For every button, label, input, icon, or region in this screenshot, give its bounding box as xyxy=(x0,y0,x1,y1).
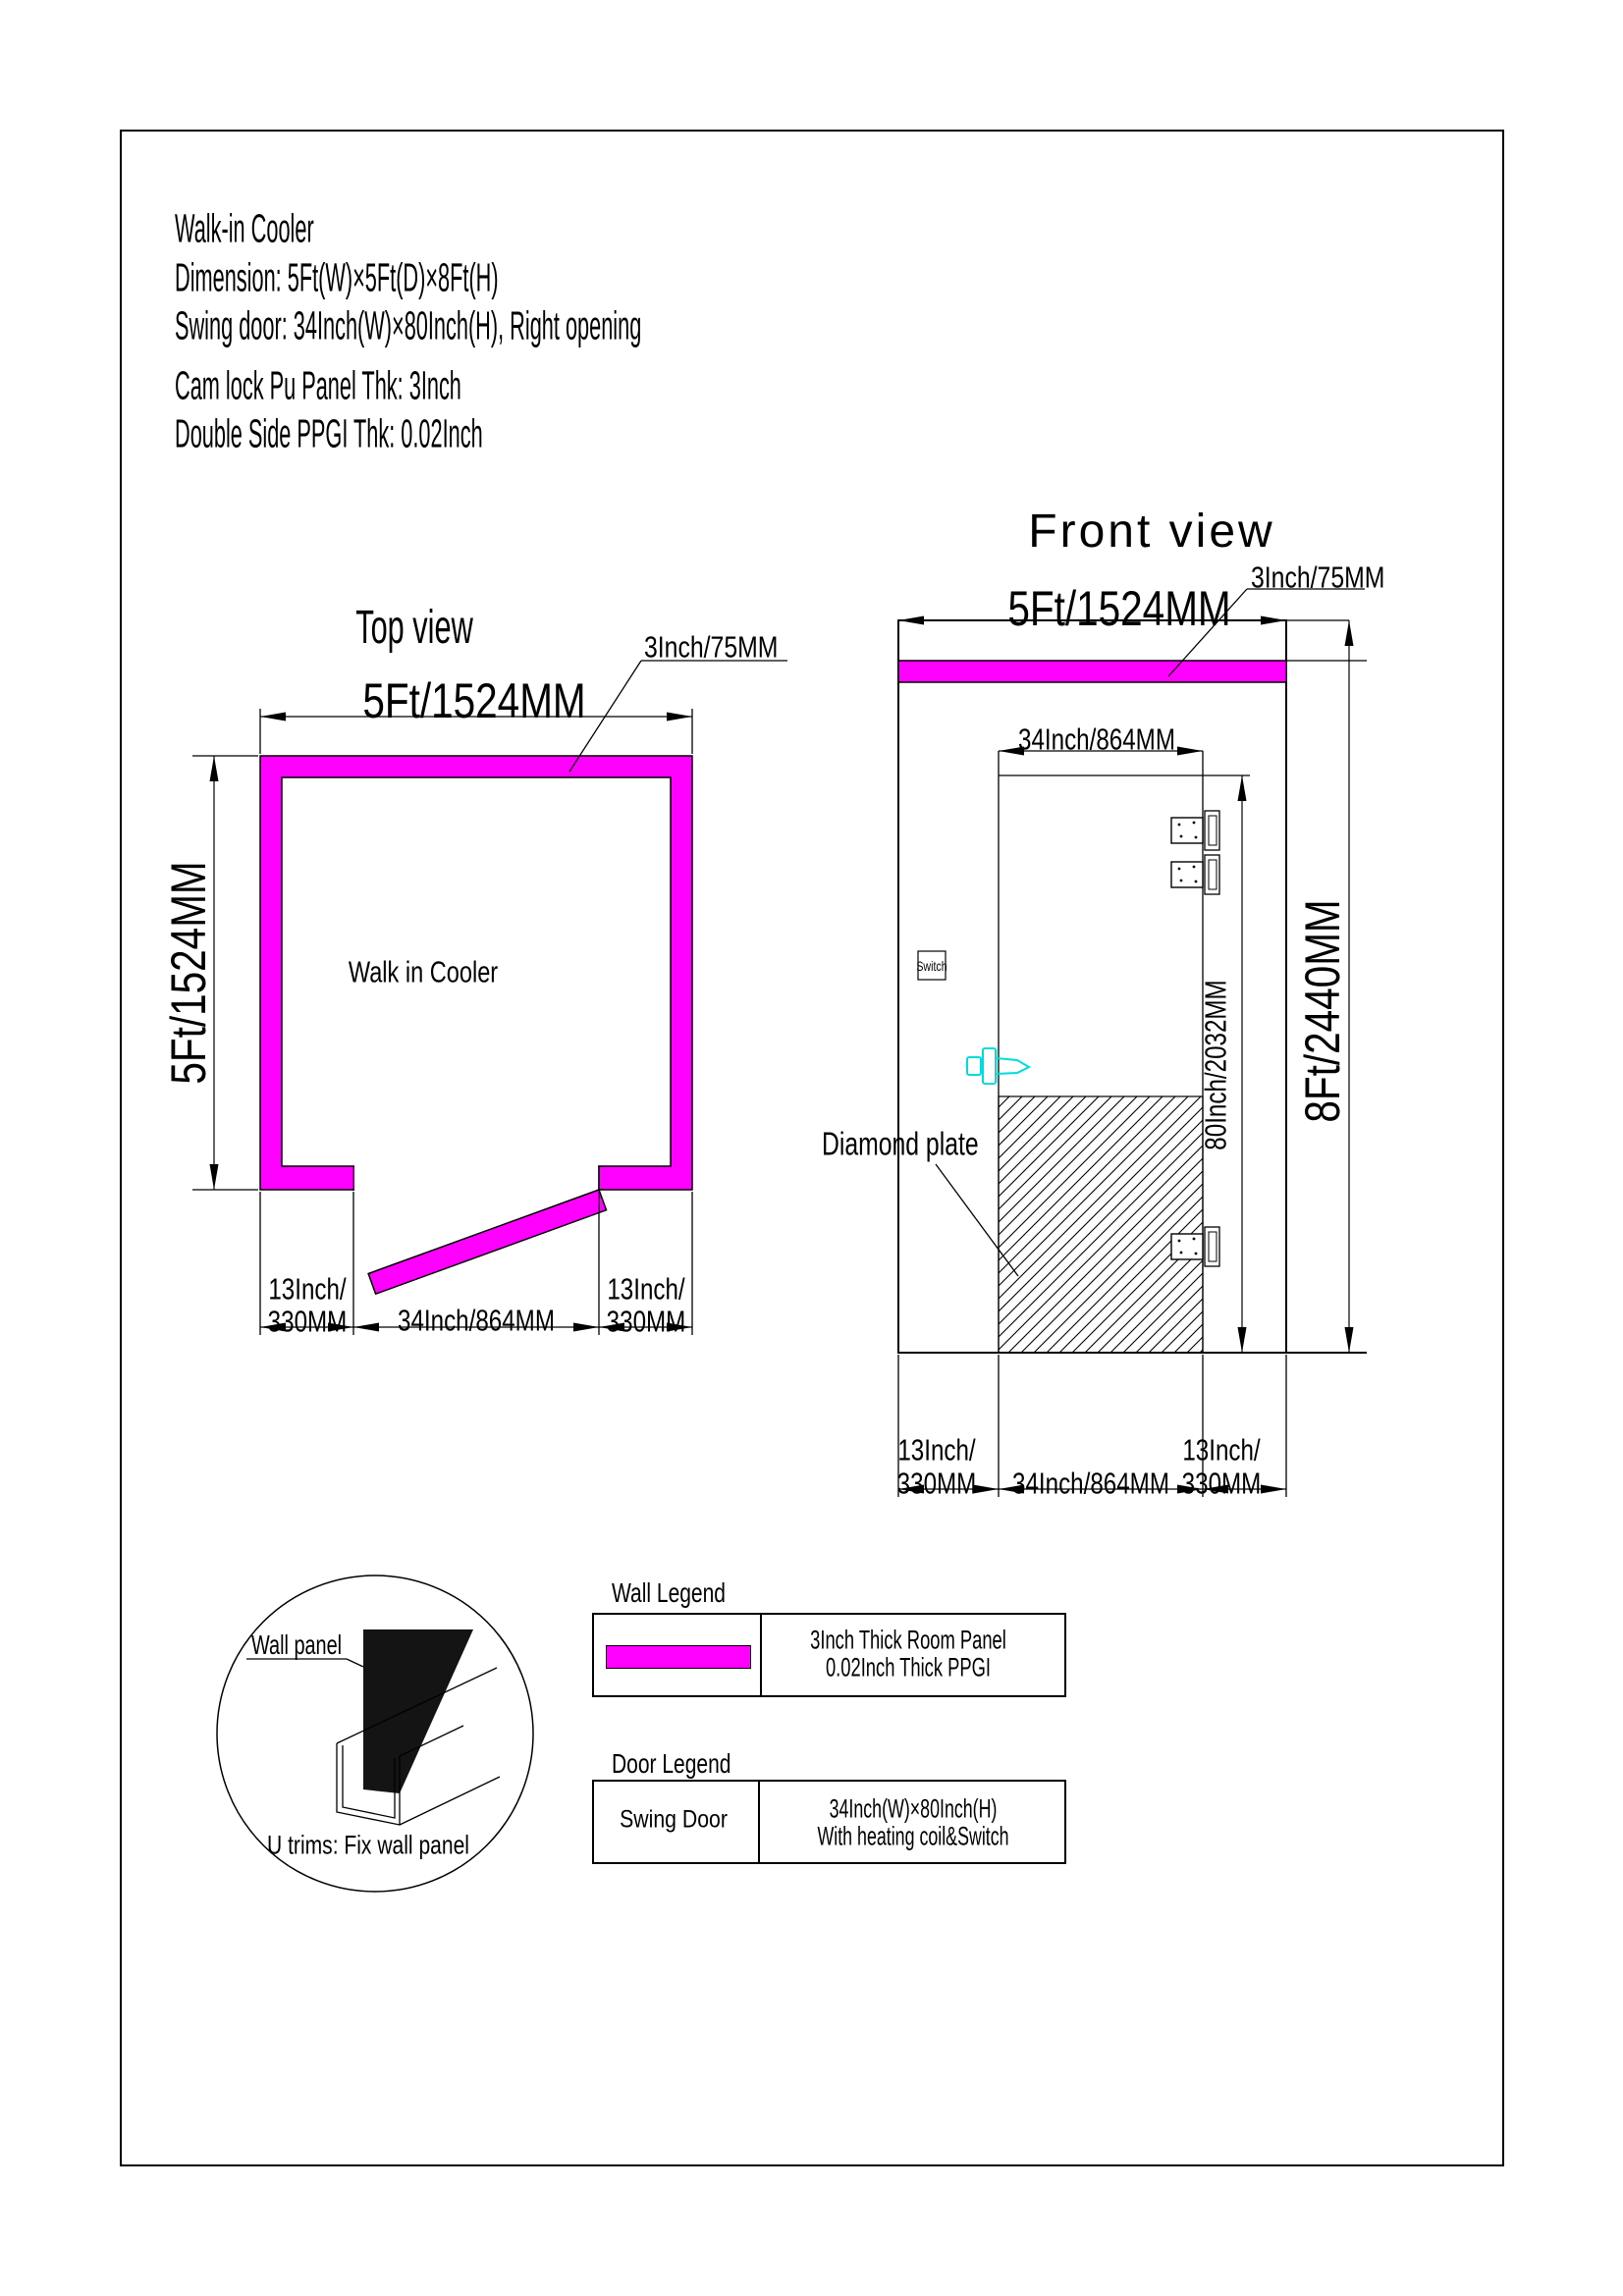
front-view-right-return-l2: 330MM xyxy=(1181,1466,1262,1501)
front-view-door-width-bottom: 34Inch/864MM xyxy=(1012,1466,1169,1501)
top-view-door-width-dim: 34Inch/864MM xyxy=(398,1303,555,1338)
front-view-width-dim: 5Ft/1524MM xyxy=(1007,581,1231,636)
u-trim-edge xyxy=(400,1777,500,1825)
front-view-left-return-l2: 330MM xyxy=(896,1466,977,1501)
top-view-right-return-l1: 13Inch/ xyxy=(607,1271,685,1307)
doc-panel-thk: Cam lock Pu Panel Thk: 3Inch xyxy=(175,362,461,408)
top-view-room-label: Walk in Cooler xyxy=(348,954,499,989)
switch-label: Switch xyxy=(916,958,947,974)
door-legend-desc-2: With heating coil&Switch xyxy=(817,1821,1009,1851)
leader-line xyxy=(347,1659,363,1667)
top-view-depth-dim: 5Ft/1524MM xyxy=(161,861,216,1085)
front-view-title: Front view xyxy=(1028,506,1275,558)
wall-panel-label: Wall panel xyxy=(251,1629,343,1660)
doc-dimension: Dimension: 5Ft(W)×5Ft(D)×8Ft(H) xyxy=(175,254,499,300)
wall-panel-swatch xyxy=(606,1645,751,1669)
door-opening-gap xyxy=(354,1164,598,1193)
front-view-right-return-l1: 13Inch/ xyxy=(1182,1432,1261,1468)
front-view-door-width-top: 34Inch/864MM xyxy=(1018,721,1175,757)
diamond-plate xyxy=(999,1096,1203,1353)
front-view-left-return-l1: 13Inch/ xyxy=(897,1432,976,1468)
wall-legend-desc-2: 0.02Inch Thick PPGI xyxy=(825,1652,992,1682)
front-view-door-height-dim: 80Inch/2032MM xyxy=(1198,980,1233,1150)
top-view-left-return-l2: 330MM xyxy=(267,1304,348,1339)
wall-legend-divider xyxy=(760,1615,762,1695)
swing-door-open xyxy=(368,1190,606,1294)
top-view-drawing xyxy=(192,661,787,1339)
top-view-wall-thickness: 3Inch/75MM xyxy=(644,629,779,665)
wall-panel-section xyxy=(363,1629,473,1793)
ceiling-panel xyxy=(898,661,1286,682)
doc-swing-door: Swing door: 34Inch(W)×80Inch(H), Right opening xyxy=(175,302,642,348)
u-trims-caption: U trims: Fix wall panel xyxy=(267,1830,469,1860)
doc-title: Walk-in Cooler xyxy=(175,205,314,251)
top-view-left-return-l1: 13Inch/ xyxy=(268,1271,347,1307)
door-legend-title: Door Legend xyxy=(612,1748,731,1779)
wall-legend-title: Wall Legend xyxy=(612,1577,726,1608)
doc-ppgi-thk: Double Side PPGI Thk: 0.02Inch xyxy=(175,410,483,456)
wall-legend-desc-1: 3Inch Thick Room Panel xyxy=(810,1625,1006,1655)
top-view-right-return-l2: 330MM xyxy=(606,1304,686,1339)
front-view-overall-height-dim: 8Ft/2440MM xyxy=(1295,899,1350,1123)
door-legend-desc-1: 34Inch(W)×80Inch(H) xyxy=(829,1793,998,1824)
door-legend-divider xyxy=(758,1782,760,1862)
top-view-title: Top view xyxy=(355,602,473,654)
top-view-width-dim: 5Ft/1524MM xyxy=(362,673,586,728)
door-legend-item: Swing Door xyxy=(620,1805,728,1834)
diamond-plate-label: Diamond plate xyxy=(822,1125,979,1162)
front-view-wall-thickness: 3Inch/75MM xyxy=(1251,560,1385,595)
